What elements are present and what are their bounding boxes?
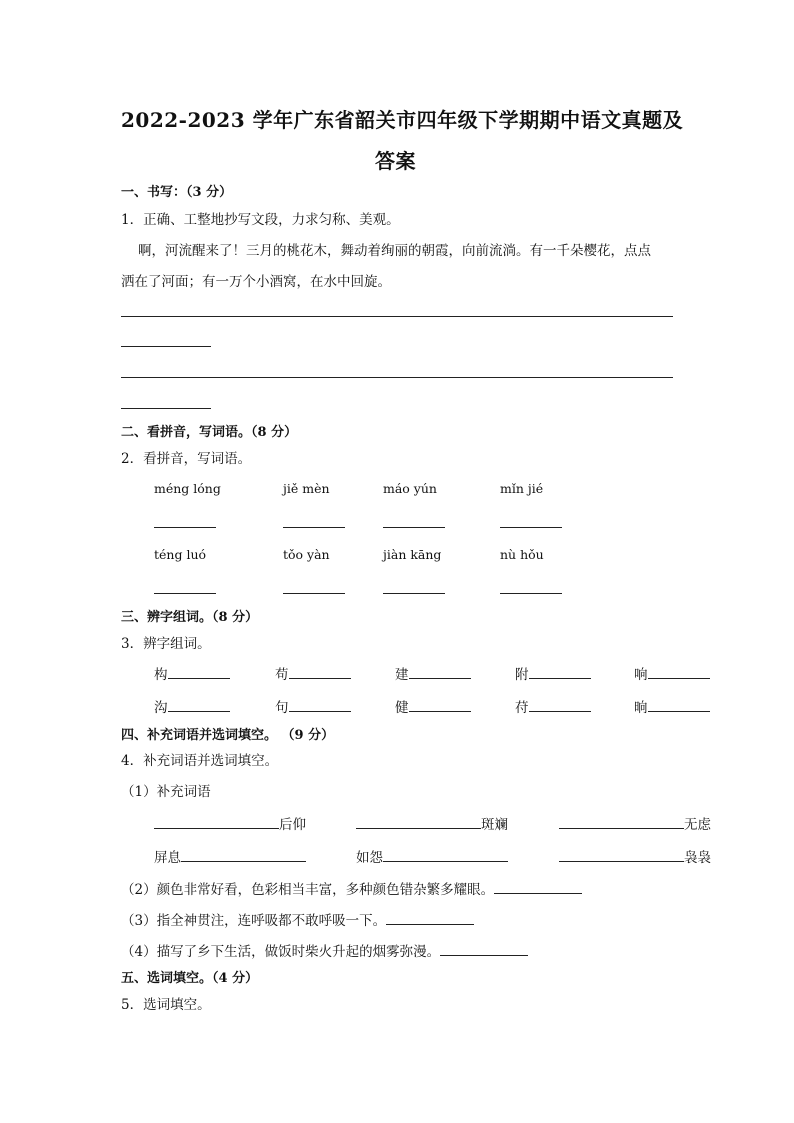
- idiom-suffix: 后仰: [279, 817, 306, 833]
- idiom-item: [559, 846, 711, 866]
- pinyin-item: tǒo yàn: [283, 547, 330, 562]
- char-label: 晌: [634, 700, 648, 716]
- section-5-heading: 五、选词填空。（4 分）: [121, 971, 259, 986]
- answer-blank[interactable]: [559, 847, 684, 862]
- answer-blank[interactable]: [383, 593, 445, 594]
- pinyin-item: téng luó: [154, 547, 207, 562]
- char-label: 响: [634, 667, 648, 683]
- answer-blank[interactable]: [289, 697, 351, 712]
- char-item: [154, 663, 230, 683]
- answer-blank[interactable]: [529, 664, 591, 679]
- answer-blank[interactable]: [383, 847, 508, 862]
- char-label: 沟: [154, 700, 168, 716]
- char-item: [634, 663, 710, 683]
- char-label: 苟: [275, 667, 289, 683]
- idiom-item: [154, 813, 306, 833]
- answer-blank[interactable]: [529, 697, 591, 712]
- copy-line-1[interactable]: [121, 316, 673, 317]
- answer-blank[interactable]: [154, 527, 216, 528]
- doc-title-line2: 答案: [375, 149, 416, 173]
- answer-blank[interactable]: [500, 593, 562, 594]
- char-item: [275, 696, 351, 716]
- char-item: [395, 663, 471, 683]
- pinyin-item: jiàn kāng: [383, 547, 442, 562]
- char-label: 建: [395, 667, 409, 683]
- char-item: [515, 663, 591, 683]
- answer-blank[interactable]: [409, 664, 471, 679]
- question-2: 2．看拼音，写词语。: [121, 451, 252, 467]
- char-label: 附: [515, 667, 529, 683]
- idiom-suffix: 袅袅: [684, 850, 711, 866]
- sub-question-3: [121, 909, 474, 929]
- answer-blank[interactable]: [168, 664, 230, 679]
- idiom-item: [559, 813, 711, 833]
- question-3: 3．辨字组词。: [121, 636, 211, 652]
- idiom-prefix: 如怨: [356, 850, 383, 866]
- answer-blank[interactable]: [154, 814, 279, 829]
- sub-question-4: [121, 940, 528, 960]
- char-item: [395, 696, 471, 716]
- char-label: 构: [154, 667, 168, 683]
- section-3-heading: 三、辨字组词。（8 分）: [121, 610, 259, 625]
- idiom-suffix: 无虑: [684, 817, 711, 833]
- answer-blank[interactable]: [383, 527, 445, 528]
- answer-blank[interactable]: [356, 814, 481, 829]
- answer-blank[interactable]: [500, 527, 562, 528]
- answer-blank[interactable]: [386, 910, 474, 925]
- idiom-prefix: 屏息: [154, 850, 181, 866]
- char-item: [154, 696, 230, 716]
- pinyin-item: máo yún: [383, 481, 437, 496]
- answer-blank[interactable]: [181, 847, 306, 862]
- char-item: [275, 663, 351, 683]
- section-4-heading: 四、补充词语并选词填空。 （9 分）: [121, 728, 335, 743]
- copy-line-2[interactable]: [121, 346, 211, 347]
- char-item: [634, 696, 710, 716]
- sub-question-1: （1）补充词语: [121, 784, 211, 800]
- idiom-suffix: 斑斓: [481, 817, 508, 833]
- char-label: 句: [275, 700, 289, 716]
- sub-question-text: （3）指全神贯注，连呼吸都不敢呼吸一下。: [121, 913, 387, 929]
- question-5: 5．选词填空。: [121, 997, 211, 1013]
- idiom-item: [356, 813, 508, 833]
- copy-line-3[interactable]: [121, 377, 673, 378]
- sub-question-text: （4）描写了乡下生活，做饭时柴火升起的烟雾弥漫。: [121, 944, 441, 960]
- answer-blank[interactable]: [648, 697, 710, 712]
- pinyin-item: jiě mèn: [283, 481, 330, 496]
- pinyin-item: méng lóng: [154, 481, 221, 496]
- section-2-heading: 二、看拼音，写词语。（8 分）: [121, 425, 298, 440]
- passage-line-1: 啊，河流醒来了！三月的桃花木，舞动着绚丽的朝霞，向前流淌。有一千朵樱花，点点: [138, 243, 651, 259]
- passage-line-2: 洒在了河面；有一万个小酒窝，在水中回旋。: [121, 274, 391, 290]
- question-4: 4．补充词语并选词填空。: [121, 753, 279, 769]
- section-1-heading: 一、书写：（3 分）: [121, 185, 233, 200]
- char-item: [515, 696, 591, 716]
- pinyin-item: nù hǒu: [500, 547, 544, 562]
- answer-blank[interactable]: [283, 593, 345, 594]
- sub-question-text: （2）颜色非常好看，色彩相当丰富，多种颜色错杂繁多耀眼。: [121, 882, 495, 898]
- answer-blank[interactable]: [168, 697, 230, 712]
- char-label: 苻: [515, 700, 529, 716]
- doc-title-line1: 2022-2023 学年广东省韶关市四年级下学期期中语文真题及: [121, 108, 684, 132]
- pinyin-item: mǐn jié: [500, 481, 544, 496]
- answer-blank[interactable]: [440, 941, 528, 956]
- answer-blank[interactable]: [289, 664, 351, 679]
- answer-blank[interactable]: [648, 664, 710, 679]
- idiom-item: [356, 846, 508, 866]
- answer-blank[interactable]: [409, 697, 471, 712]
- answer-blank[interactable]: [154, 593, 216, 594]
- copy-line-4[interactable]: [121, 408, 211, 409]
- sub-question-2: [121, 878, 582, 898]
- idiom-item: [154, 846, 306, 866]
- char-label: 健: [395, 700, 409, 716]
- answer-blank[interactable]: [283, 527, 345, 528]
- answer-blank[interactable]: [559, 814, 684, 829]
- answer-blank[interactable]: [494, 879, 582, 894]
- question-1: 1．正确、工整地抄写文段，力求匀称、美观。: [121, 212, 400, 228]
